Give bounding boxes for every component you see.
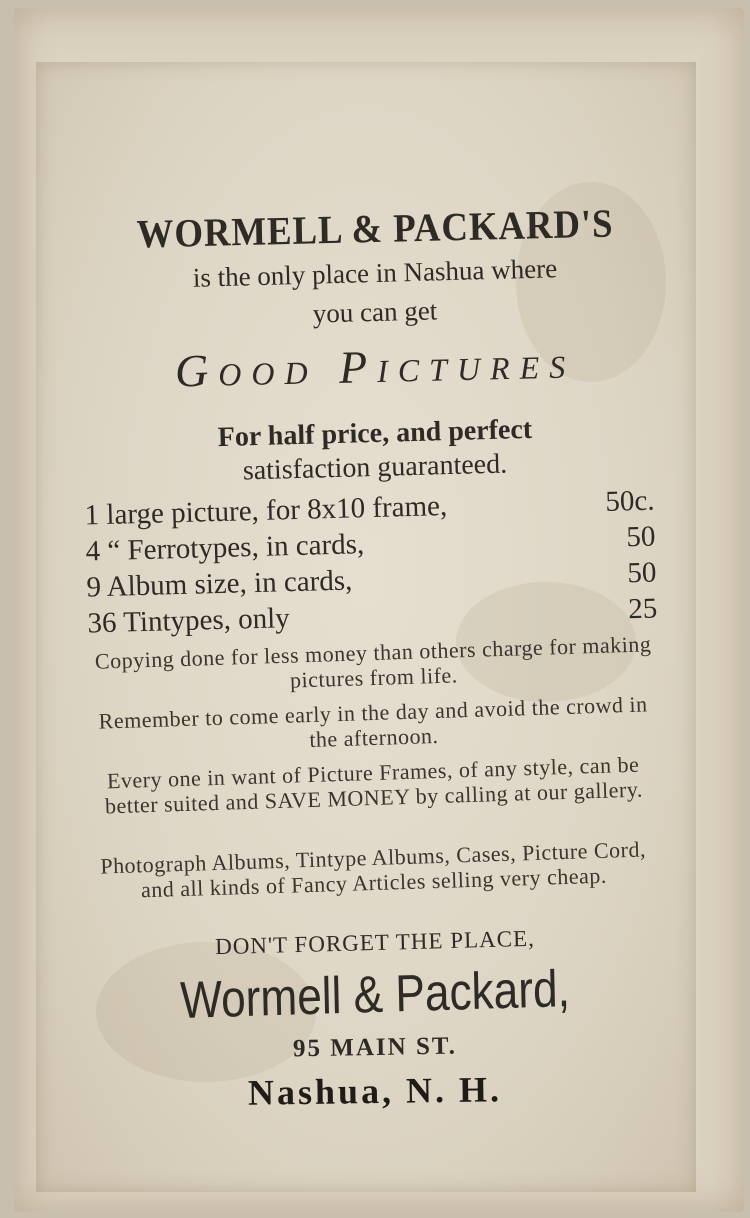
price-value: 50c.	[604, 484, 655, 518]
price-item: 1 large picture, for 8x10 frame,	[84, 489, 448, 532]
offer-line-1: For half price, and perfect	[217, 413, 533, 454]
price-value: 50	[626, 520, 656, 554]
price-value: 25	[627, 592, 658, 626]
dont-forget-line: DON'T FORGET THE PLACE,	[214, 925, 536, 960]
price-list	[84, 483, 658, 642]
good-pictures-title: Good Pictures	[174, 336, 576, 397]
frames-paragraph: Every one in want of Picture Frames, of any style, can be better suited and SAVE MONEY by calling at our gallery.	[104, 751, 644, 819]
price-item: 36 Tintypes, only	[87, 602, 291, 640]
remember-paragraph: Remember to come early in the day and avoid the crowd in the afternoon.	[98, 691, 648, 753]
copying-paragraph: Copying done for less money than others charge for making pictures from life.	[94, 631, 652, 693]
albums-paragraph: Photograph Albums, Tintype Albums, Cases, Picture Cord, and all kinds of Fancy Articles selling very cheap.	[99, 836, 647, 903]
price-item: 9 Album size, in cards,	[86, 564, 353, 604]
city-line: Nashua, N. H.	[247, 1069, 503, 1113]
intro-line-1: is the only place in Nashua where	[192, 253, 558, 293]
price-item: 4 “ Ferrotypes, in cards,	[85, 528, 365, 568]
street-address: 95 MAIN ST.	[292, 1032, 458, 1063]
intro-line-2: you can get	[312, 295, 438, 329]
firm-name: Wormell & Packard,	[179, 960, 571, 1030]
business-heading: WORMELL & PACKARD'S	[136, 200, 614, 257]
price-value: 50	[626, 556, 657, 590]
offer-line-2: satisfaction guaranteed.	[242, 448, 508, 487]
